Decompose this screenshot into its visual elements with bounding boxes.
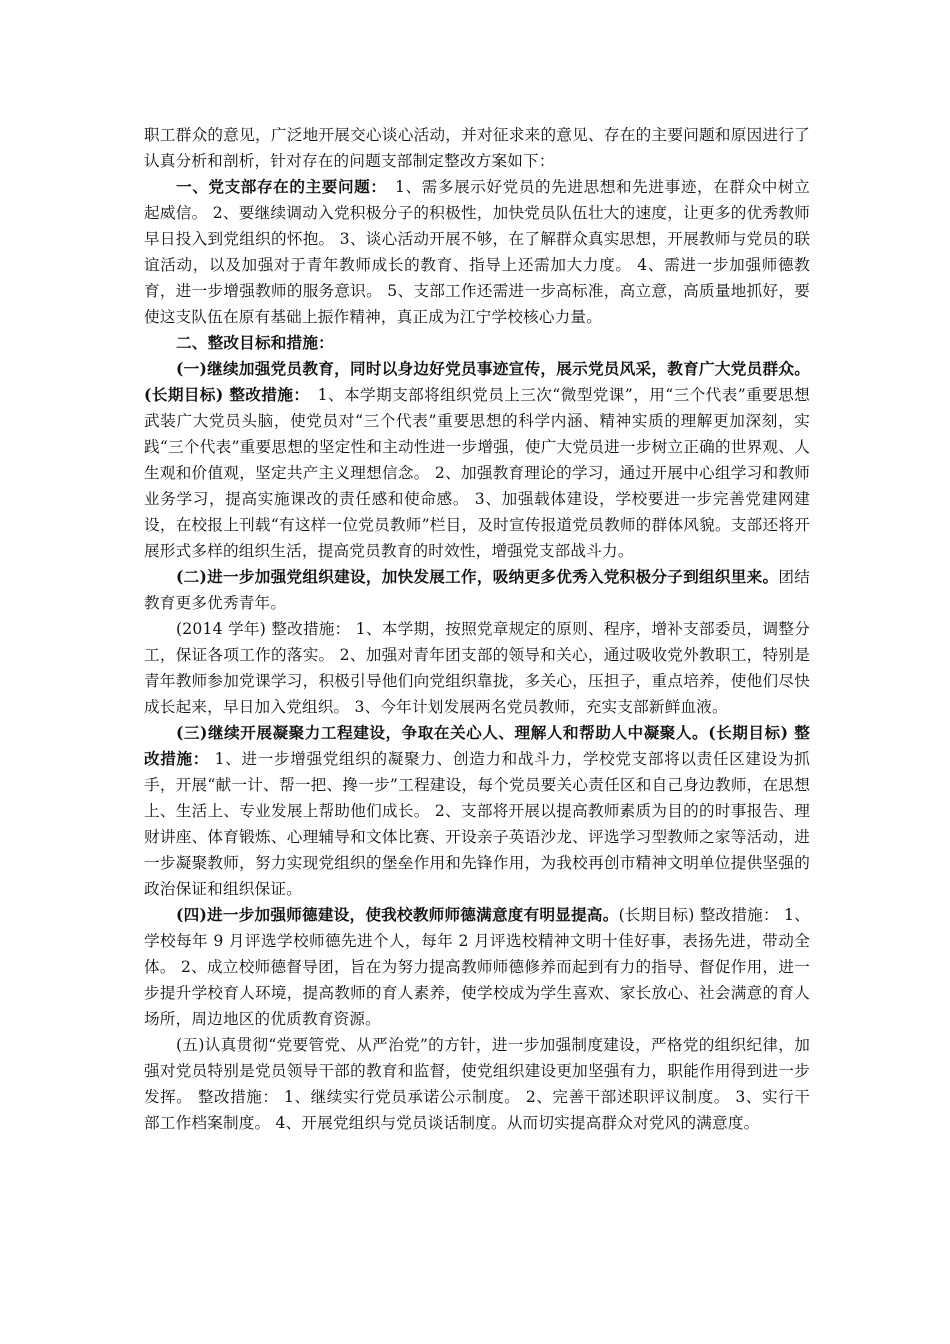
item-3-body: 1、进一步增强党组织的凝聚力、创造力和战斗力，学校党支部将以责任区建设为抓手，开展“献一计、帮一把、搀一步”工程建设，每个党员要关心责任区和自己身边教师，在思想上、生活上、专业发展上帮助他们成长。 2、支部将开展以提高教师素质为目的的时事报告、理财讲座、体育锻炼、心理辅导和文体比赛、开设亲子英语沙龙、评选学习型教师之家等活动，进一步凝聚教师，努力实现党组织的堡垒作用和先锋作用，为我校再创市精神文明单位提供坚强的政治保证和组织保证。 [144, 750, 810, 898]
item-2-subheading: 团结教育更多优秀青年。 [144, 568, 811, 612]
item-1-body: 1、本学期支部将组织党员上三次“微型党课”，用“三个代表”重要思想武装广大党员头脑，使党员对“三个代表”重要思想的科学内涵、精神实质的理解更加深刻，实践“三个代表”重要思想的坚定性和主动性进一步增强，使广大党员进一步树立正确的世界观、人生观和价值观，坚定共产主义理想信念。 2、加强教育理论的学习，通过开展中心组学习和教师业务学习，提高实施课改的责任感和使命感。 3、加强载体建设，学校要进一步完善党建网建设，在校报上刊载“有这样一位党员教师”栏目，及时宣传报道党员教师的群体风貌。支部还将开展形式多样的组织生活，提高党员教育的时效性，增强党支部战斗力。 [144, 386, 810, 560]
item-4-body: (长期目标) 整改措施： 1、学校每年 9 月评选学校师德先进个人，每年 2 月评选校精神文明十佳好事，表扬先进，带动全体。 2、成立校师德督导团，旨在为努力提高教师师德修养而起到有力的指导、督促作用，进一步提升学校育人环境，提高教师的育人素养，使学校成为学生喜欢、家长放心、社会满意的育人场所，周边地区的优质教育资源。 [144, 906, 810, 1028]
item-1-heading: (一)继续加强党员教育，同时以身边好党员事迹宣传，展示党员风采，教育广大党员群众。(长期目标) 整改措施： [144, 359, 810, 404]
item-4-paragraph [144, 902, 810, 1032]
section-1-body: 1、需多展示好党员的先进思想和先进事迹，在群众中树立起威信。 2、要继续调动入党积极分子的积极性，加快党员队伍壮大的速度，让更多的优秀教师早日投入到党组织的怀抱。 3、谈心活动开展不够，在了解群众真实思想，开展教师与党员的联谊活动，以及加强对于青年教师成长的教育、指导上还需加大力度。 4、需进一步加强师德教育，进一步增强教师的服务意识。 5、支部工作还需进一步高标准，高立意，高质量地抓好，要使这支队伍在原有基础上振作精神，真正成为江宁学校核心力量。 [144, 178, 810, 326]
intro-paragraph: 职工群众的意见，广泛地开展交心谈心活动，并对征求来的意见、存在的主要问题和原因进行了认真分析和剖析，针对存在的问题支部制定整改方案如下： [144, 126, 810, 170]
item-2-body: (2014 学年) 整改措施： 1、本学期，按照党章规定的原则、程序，增补支部委员，调整分工，保证各项工作的落实。 2、加强对青年团支部的领导和关心，通过吸收党外教职工，特别是青年教师参加党课学习，积极引导他们向党组织靠拢，多关心，压担子，重点培养，使他们尽快成长起来，早日加入党组织。 3、今年计划发展两名党员教师，充实支部新鲜血液。 [144, 620, 810, 716]
item-1-paragraph [144, 356, 810, 564]
section-2-heading: 二、整改目标和措施： [176, 333, 334, 352]
document-body [144, 122, 810, 1136]
item-3-paragraph [144, 720, 810, 902]
item-2-paragraph [144, 564, 810, 616]
item-2-heading: (二)进一步加强党组织建设，加快发展工作，吸纳更多优秀入党积极分子到组织里来。 [176, 567, 779, 586]
item-3-heading: (三)继续开展凝聚力工程建设，争取在关心人、理解人和帮助人中凝聚人。(长期目标) 整改措施： [144, 723, 810, 768]
item-5-paragraph: (五)认真贯彻“党要管党、从严治党”的方针，进一步加强制度建设，严格党的组织纪律，加强对党员特别是党员领导干部的教育和监督，使党组织建设更加坚强有力，职能作用得到进一步发挥。 整改措施： 1、继续实行党员承诺公示制度。 2、完善干部述职评议制度。 3、实行干部工作档案制度。 4、开展党组织与党员谈话制度。从而切实提高群众对党风的满意度。 [144, 1036, 810, 1132]
section-1-heading: 一、党支部存在的主要问题： [176, 177, 379, 196]
section-1-paragraph [144, 174, 810, 330]
item-4-heading: (四)进一步加强师德建设，使我校教师师德满意度有明显提高。 [176, 905, 619, 924]
